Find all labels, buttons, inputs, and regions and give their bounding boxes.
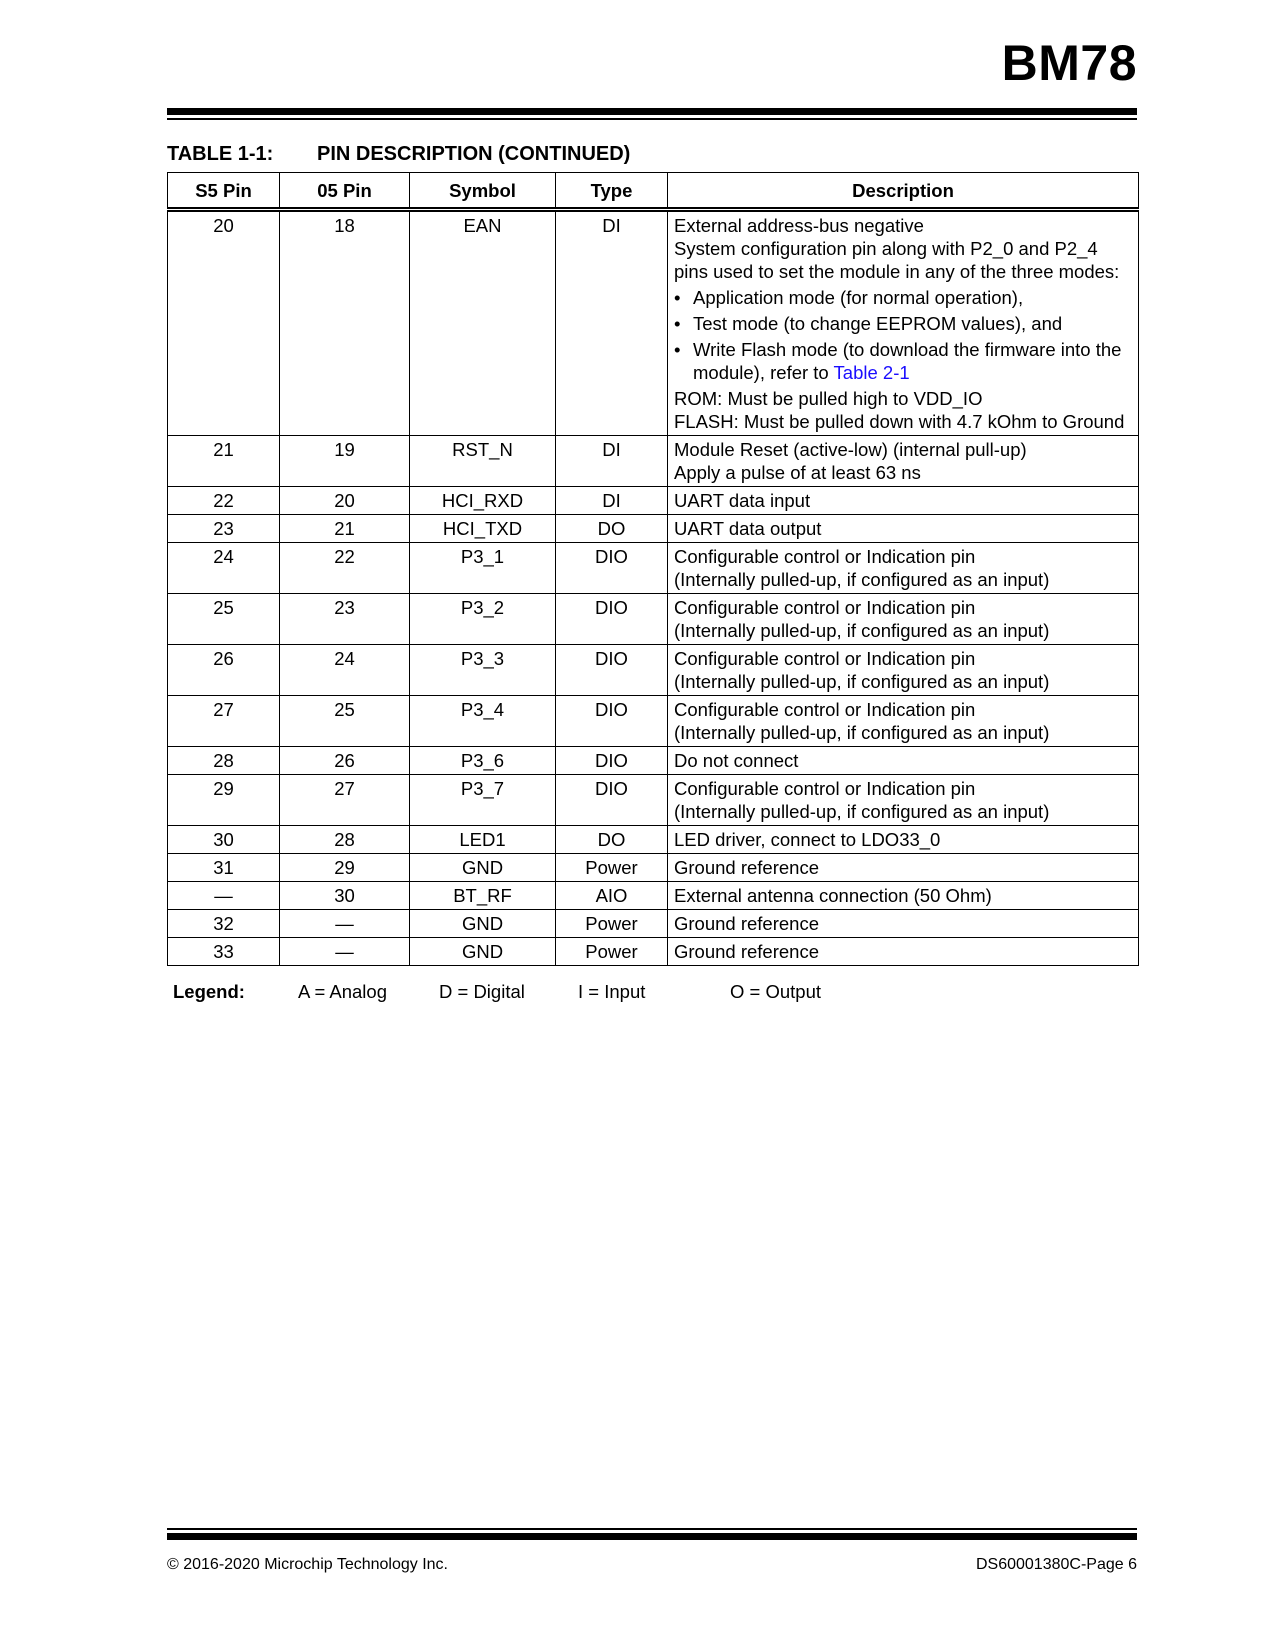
cell-symbol: GND: [410, 910, 556, 938]
table-row: [168, 487, 1139, 515]
table-row: [168, 910, 1139, 938]
cell-symbol: BT_RF: [410, 882, 556, 910]
cell-s5-pin: 21: [168, 436, 280, 487]
bullet-icon: •: [674, 339, 681, 360]
cell-type: Power: [556, 938, 668, 966]
cell-description: [668, 645, 1139, 696]
cell-s5-pin: 27: [168, 696, 280, 747]
table-row: [168, 645, 1139, 696]
cell-05-pin: 23: [280, 594, 410, 645]
cell-symbol: P3_3: [410, 645, 556, 696]
description-line: Ground reference: [674, 913, 820, 934]
description-line: Configurable control or Indication pin: [674, 778, 976, 799]
table-header-row: [168, 173, 1139, 210]
cell-type: DO: [556, 826, 668, 854]
cell-symbol: P3_4: [410, 696, 556, 747]
cell-05-pin: 29: [280, 854, 410, 882]
cell-description: [668, 854, 1139, 882]
description-line: (Internally pulled-up, if configured as an input): [674, 569, 1050, 590]
cell-05-pin: 27: [280, 775, 410, 826]
description-line: Configurable control or Indication pin: [674, 699, 976, 720]
legend-label: Legend:: [173, 981, 245, 1002]
cell-symbol: RST_N: [410, 436, 556, 487]
description-line: Ground reference: [674, 857, 820, 878]
cell-s5-pin: 30: [168, 826, 280, 854]
cell-symbol: P3_1: [410, 543, 556, 594]
cell-s5-pin: 26: [168, 645, 280, 696]
cell-symbol: P3_7: [410, 775, 556, 826]
description-line: (Internally pulled-up, if configured as an input): [674, 671, 1050, 692]
cell-symbol: GND: [410, 938, 556, 966]
column-header-description: Description: [668, 173, 1139, 210]
cell-description: [668, 515, 1139, 543]
cell-symbol: EAN: [410, 210, 556, 436]
cell-s5-pin: —: [168, 882, 280, 910]
table-caption: [167, 143, 630, 166]
legend-output: O = Output: [730, 981, 822, 1002]
cell-05-pin: 20: [280, 487, 410, 515]
cell-type: Power: [556, 910, 668, 938]
description-line: FLASH: Must be pulled down with 4.7 kOhm to Ground: [674, 411, 1125, 432]
table-title: PIN DESCRIPTION (CONTINUED): [317, 143, 631, 165]
cell-description: [668, 696, 1139, 747]
cell-s5-pin: 25: [168, 594, 280, 645]
cell-type: DIO: [556, 594, 668, 645]
cell-type: AIO: [556, 882, 668, 910]
cell-05-pin: 28: [280, 826, 410, 854]
cell-description: [668, 910, 1139, 938]
cell-s5-pin: 23: [168, 515, 280, 543]
cell-description: [668, 882, 1139, 910]
cell-s5-pin: 29: [168, 775, 280, 826]
description-line: UART data output: [674, 518, 822, 539]
document-title: BM78: [1001, 35, 1137, 91]
bullet-text: Test mode (to change EEPROM values), and: [693, 313, 1063, 334]
cell-s5-pin: 22: [168, 487, 280, 515]
bullet-icon: •: [674, 287, 681, 308]
column-header-type: Type: [556, 173, 668, 210]
description-line: Do not connect: [674, 750, 799, 771]
description-line: UART data input: [674, 490, 811, 511]
footer-copyright: © 2016-2020 Microchip Technology Inc.: [167, 1556, 448, 1573]
description-line: Configurable control or Indication pin: [674, 546, 976, 567]
cell-description: [668, 487, 1139, 515]
column-header-s5-pin: S5 Pin: [168, 173, 280, 210]
cell-05-pin: 19: [280, 436, 410, 487]
cell-symbol: GND: [410, 854, 556, 882]
description-line: Module Reset (active-low) (internal pull-up): [674, 439, 1027, 460]
description-line: External address-bus negative: [674, 215, 924, 236]
cell-description: [668, 436, 1139, 487]
cell-s5-pin: 20: [168, 210, 280, 436]
bullet-item: [674, 312, 1134, 335]
bullet-item: [674, 286, 1134, 309]
description-line: Apply a pulse of at least 63 ns: [674, 462, 921, 483]
bullet-text: Application mode (for normal operation),: [693, 287, 1024, 308]
legend-analog: A = Analog: [298, 981, 387, 1002]
cell-s5-pin: 31: [168, 854, 280, 882]
description-line: System configuration pin along with P2_0 and P2_4 pins used to set the module in any of the three modes:: [674, 238, 1120, 282]
cell-type: DIO: [556, 645, 668, 696]
table-row: [168, 775, 1139, 826]
table-2-1-link[interactable]: Table 2-1: [833, 362, 910, 383]
cell-05-pin: —: [280, 938, 410, 966]
cell-type: DIO: [556, 747, 668, 775]
cell-05-pin: 24: [280, 645, 410, 696]
cell-05-pin: 18: [280, 210, 410, 436]
cell-type: DO: [556, 515, 668, 543]
table-number: TABLE 1-1:: [167, 143, 274, 165]
cell-s5-pin: 24: [168, 543, 280, 594]
cell-s5-pin: 32: [168, 910, 280, 938]
cell-description: [668, 594, 1139, 645]
cell-symbol: HCI_TXD: [410, 515, 556, 543]
cell-s5-pin: 33: [168, 938, 280, 966]
cell-symbol: LED1: [410, 826, 556, 854]
cell-type: DI: [556, 210, 668, 436]
description-line: ROM: Must be pulled high to VDD_IO: [674, 388, 983, 409]
cell-type: DIO: [556, 696, 668, 747]
cell-type: DIO: [556, 775, 668, 826]
cell-05-pin: —: [280, 910, 410, 938]
table-row: [168, 543, 1139, 594]
footer-page-number: DS60001380C-Page 6: [975, 1556, 1137, 1573]
table-row: [168, 854, 1139, 882]
column-header-symbol: Symbol: [410, 173, 556, 210]
footer-rule-thick: [167, 1533, 1137, 1540]
bullet-icon: •: [674, 313, 681, 334]
cell-05-pin: 26: [280, 747, 410, 775]
description-line: (Internally pulled-up, if configured as an input): [674, 722, 1050, 743]
table-row: [168, 594, 1139, 645]
description-line: Configurable control or Indication pin: [674, 597, 976, 618]
cell-type: DIO: [556, 543, 668, 594]
table-row: [168, 696, 1139, 747]
pin-description-table: [167, 172, 1139, 966]
bullet-item: [674, 338, 1134, 384]
bullet-text: Write Flash mode (to download the firmware into the module), refer to: [693, 339, 1122, 383]
cell-type: DI: [556, 487, 668, 515]
cell-type: DI: [556, 436, 668, 487]
header-rule-thin: [167, 118, 1137, 120]
table-row: [168, 747, 1139, 775]
cell-s5-pin: 28: [168, 747, 280, 775]
table-row: [168, 938, 1139, 966]
footer-rule-thin: [167, 1528, 1137, 1530]
cell-05-pin: 21: [280, 515, 410, 543]
legend-input: I = Input: [578, 981, 646, 1002]
cell-05-pin: 22: [280, 543, 410, 594]
cell-05-pin: 25: [280, 696, 410, 747]
legend-digital: D = Digital: [439, 981, 525, 1002]
cell-description: [668, 938, 1139, 966]
cell-description: [668, 747, 1139, 775]
header-rule-thick: [167, 108, 1137, 115]
cell-symbol: P3_6: [410, 747, 556, 775]
cell-symbol: P3_2: [410, 594, 556, 645]
table-row: [168, 436, 1139, 487]
cell-symbol: HCI_RXD: [410, 487, 556, 515]
description-line: LED driver, connect to LDO33_0: [674, 829, 941, 850]
cell-description: [668, 543, 1139, 594]
table-row: [168, 210, 1139, 436]
table-row: [168, 826, 1139, 854]
description-line: Ground reference: [674, 941, 820, 962]
column-header-05-pin: 05 Pin: [280, 173, 410, 210]
table-row: [168, 515, 1139, 543]
cell-description: [668, 775, 1139, 826]
cell-05-pin: 30: [280, 882, 410, 910]
description-line: External antenna connection (50 Ohm): [674, 885, 992, 906]
cell-description: [668, 210, 1139, 436]
cell-description: [668, 826, 1139, 854]
description-line: (Internally pulled-up, if configured as an input): [674, 620, 1050, 641]
description-line: (Internally pulled-up, if configured as an input): [674, 801, 1050, 822]
description-line: Configurable control or Indication pin: [674, 648, 976, 669]
cell-type: Power: [556, 854, 668, 882]
table-row: [168, 882, 1139, 910]
